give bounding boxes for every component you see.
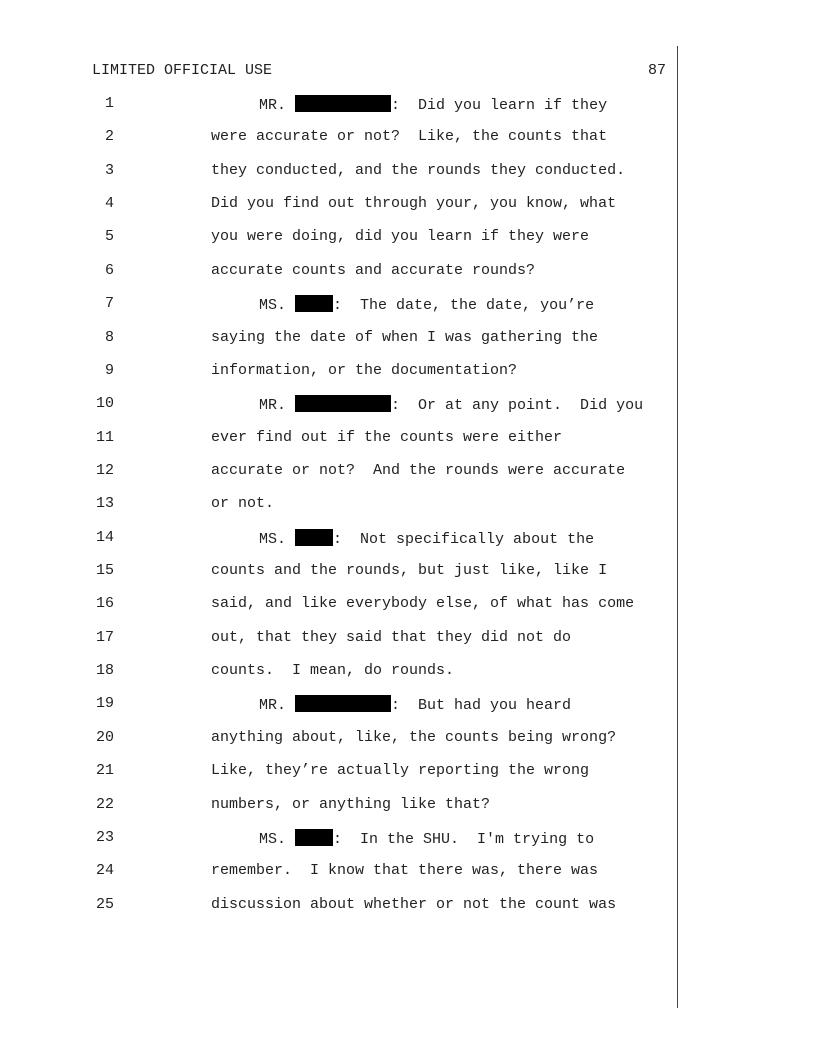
line-number: 9 [104, 361, 114, 379]
speech-text: : Did you learn if they [391, 97, 608, 114]
speech-text: : The date, the date, you’re [333, 297, 595, 315]
redaction-block [295, 95, 391, 112]
line-text: numbers, or anything like that? [211, 795, 491, 813]
speaker-title: MR. [259, 697, 287, 715]
line-text: information, or the documentation? [211, 361, 518, 379]
redaction-block [295, 295, 333, 312]
line-number: 2 [104, 128, 114, 146]
line-number: 1 [104, 95, 114, 112]
speech-text: : In the SHU. I'm trying to [333, 830, 595, 848]
line-number: 8 [104, 328, 114, 346]
line-text: Like, they’re actually reporting the wrong [211, 762, 590, 780]
transcript-line [0, 896, 816, 929]
line-number: 18 [95, 662, 114, 680]
line-number: 17 [95, 628, 114, 646]
line-text: or not. [211, 495, 275, 513]
speaker-title: MR. [259, 397, 287, 415]
line-text: remember. I know that there was, there was [211, 862, 599, 880]
line-text: discussion about whether or not the count was [211, 895, 617, 913]
transcript-line [0, 462, 816, 495]
speaker-title: MS. [259, 830, 287, 848]
line-number: 24 [95, 862, 114, 880]
transcript-line [0, 729, 816, 762]
line-text: ever find out if the counts were either [211, 428, 563, 446]
line-number: 22 [95, 795, 114, 813]
line-text [259, 529, 594, 549]
line-text [259, 695, 571, 715]
line-text: anything about, like, the counts being wrong? [211, 728, 617, 746]
transcript-line [0, 128, 816, 161]
line-number: 4 [104, 195, 114, 213]
line-number: 3 [104, 161, 114, 179]
line-text: out, that they said that they did not do [211, 628, 572, 646]
line-number: 10 [95, 395, 114, 413]
line-number: 19 [95, 695, 114, 713]
transcript-line [0, 362, 816, 395]
transcript-line [0, 796, 816, 829]
line-text [259, 395, 643, 415]
speech-text: : But had you heard [391, 697, 572, 715]
redaction-block [295, 829, 333, 846]
line-number: 7 [104, 295, 114, 313]
transcript-line [0, 829, 816, 862]
transcript-line [0, 662, 816, 695]
line-number: 21 [95, 762, 114, 780]
speaker-title: MS. [259, 297, 287, 315]
line-number: 16 [95, 595, 114, 613]
line-text: counts. I mean, do rounds. [211, 662, 455, 680]
transcript-line [0, 595, 816, 628]
speaker-title: MR. [259, 97, 287, 114]
transcript-line [0, 395, 816, 428]
line-text [259, 95, 607, 115]
classification-header: LIMITED OFFICIAL USE [92, 62, 273, 79]
page-number: 87 [647, 62, 666, 79]
line-text: you were doing, did you learn if they were [211, 228, 590, 246]
speaker-title: MS. [259, 530, 287, 548]
transcript-line [0, 862, 816, 895]
line-text: said, and like everybody else, of what has come [211, 595, 635, 613]
transcript-line [0, 629, 816, 662]
transcript-line [0, 562, 816, 595]
line-text [259, 829, 594, 849]
line-number: 5 [104, 228, 114, 246]
transcript-lines [0, 95, 816, 929]
speech-text: : Not specifically about the [333, 530, 595, 548]
redaction-block [295, 395, 391, 412]
line-text: Did you find out through your, you know, what [211, 195, 617, 213]
speech-text: : Or at any point. Did you [391, 397, 644, 415]
transcript-line [0, 95, 816, 128]
line-text: counts and the rounds, but just like, like I [211, 562, 608, 580]
line-text [259, 295, 594, 315]
transcript-line [0, 329, 816, 362]
line-number: 25 [95, 895, 114, 913]
line-number: 20 [95, 728, 114, 746]
line-number: 11 [95, 428, 114, 446]
transcript-line [0, 228, 816, 261]
line-number: 6 [104, 261, 114, 279]
transcript-line [0, 695, 816, 728]
line-text: saying the date of when I was gathering the [211, 328, 599, 346]
line-text: were accurate or not? Like, the counts that [211, 128, 608, 146]
transcript-line [0, 529, 816, 562]
transcript-line [0, 162, 816, 195]
redaction-block [295, 695, 391, 712]
transcript-line [0, 762, 816, 795]
line-number: 13 [95, 495, 114, 513]
transcript-line [0, 195, 816, 228]
redaction-block [295, 529, 333, 546]
transcript-line [0, 495, 816, 528]
transcript-line [0, 295, 816, 328]
line-number: 15 [95, 562, 114, 580]
transcript-line [0, 429, 816, 462]
line-text: accurate or not? And the rounds were accurate [211, 461, 626, 479]
line-number: 23 [95, 828, 114, 846]
line-text: they conducted, and the rounds they conducted. [211, 161, 626, 179]
line-number: 12 [95, 461, 114, 479]
line-number: 14 [95, 528, 114, 546]
transcript-line [0, 262, 816, 295]
line-text: accurate counts and accurate rounds? [211, 261, 536, 279]
